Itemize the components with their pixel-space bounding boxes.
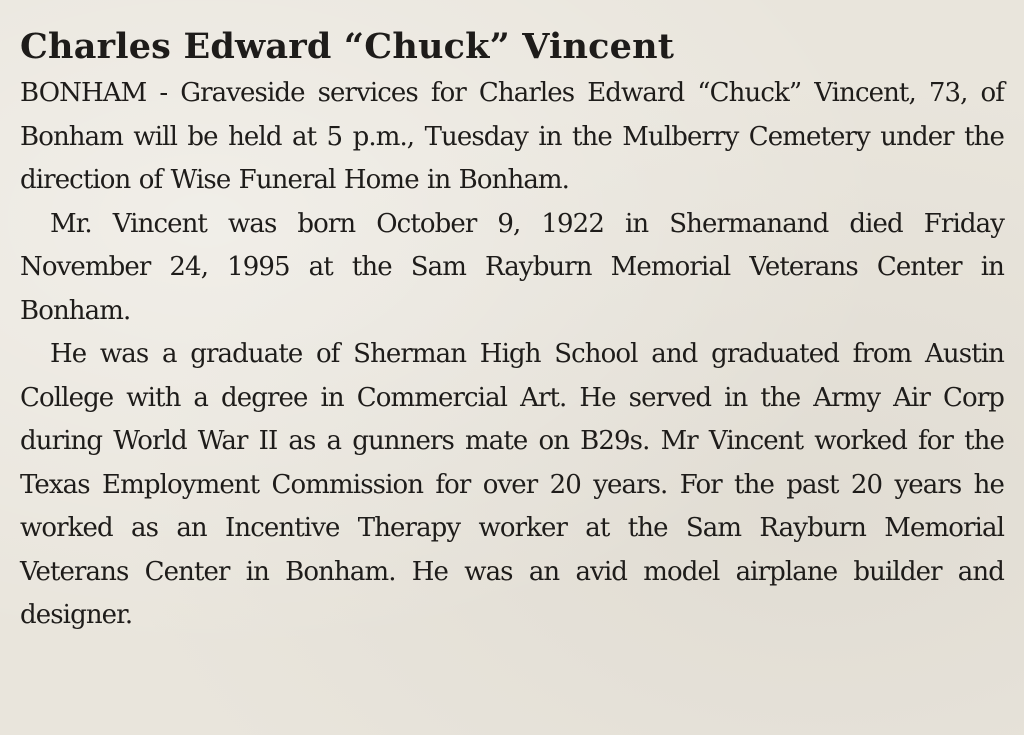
obituary-paragraph-biography: He was a graduate of Sherman High School and graduated from Austin College with a degree in Commercial Art. He served in the Army Air Corp during World War II as a gunners mate on B29s. Mr Vincent worked for the Texas Employment Commission for over 20 years. For the past 20 years he worked as an Incentive Therapy worker at the Sam Rayburn Memorial Veterans Center in Bonham. He was an avid model airplane builder and designer.	[20, 339, 1004, 630]
obituary-headline: Charles Edward “Chuck” Vincent	[20, 26, 675, 67]
obituary-paragraph-birth-death: Mr. Vincent was born October 9, 1922 in Shermanand died Friday November 24, 1995 at the Sam Rayburn Memorial Veterans Center in Bonham.	[20, 208, 1004, 326]
obituary-paragraph-services: BONHAM - Graveside services for Charles Edward “Chuck” Vincent, 73, of Bonham will be held at 5 p.m., Tuesday in the Mulberry Cemetery under the direction of Wise Funeral Home in Bonham.	[20, 78, 1004, 195]
